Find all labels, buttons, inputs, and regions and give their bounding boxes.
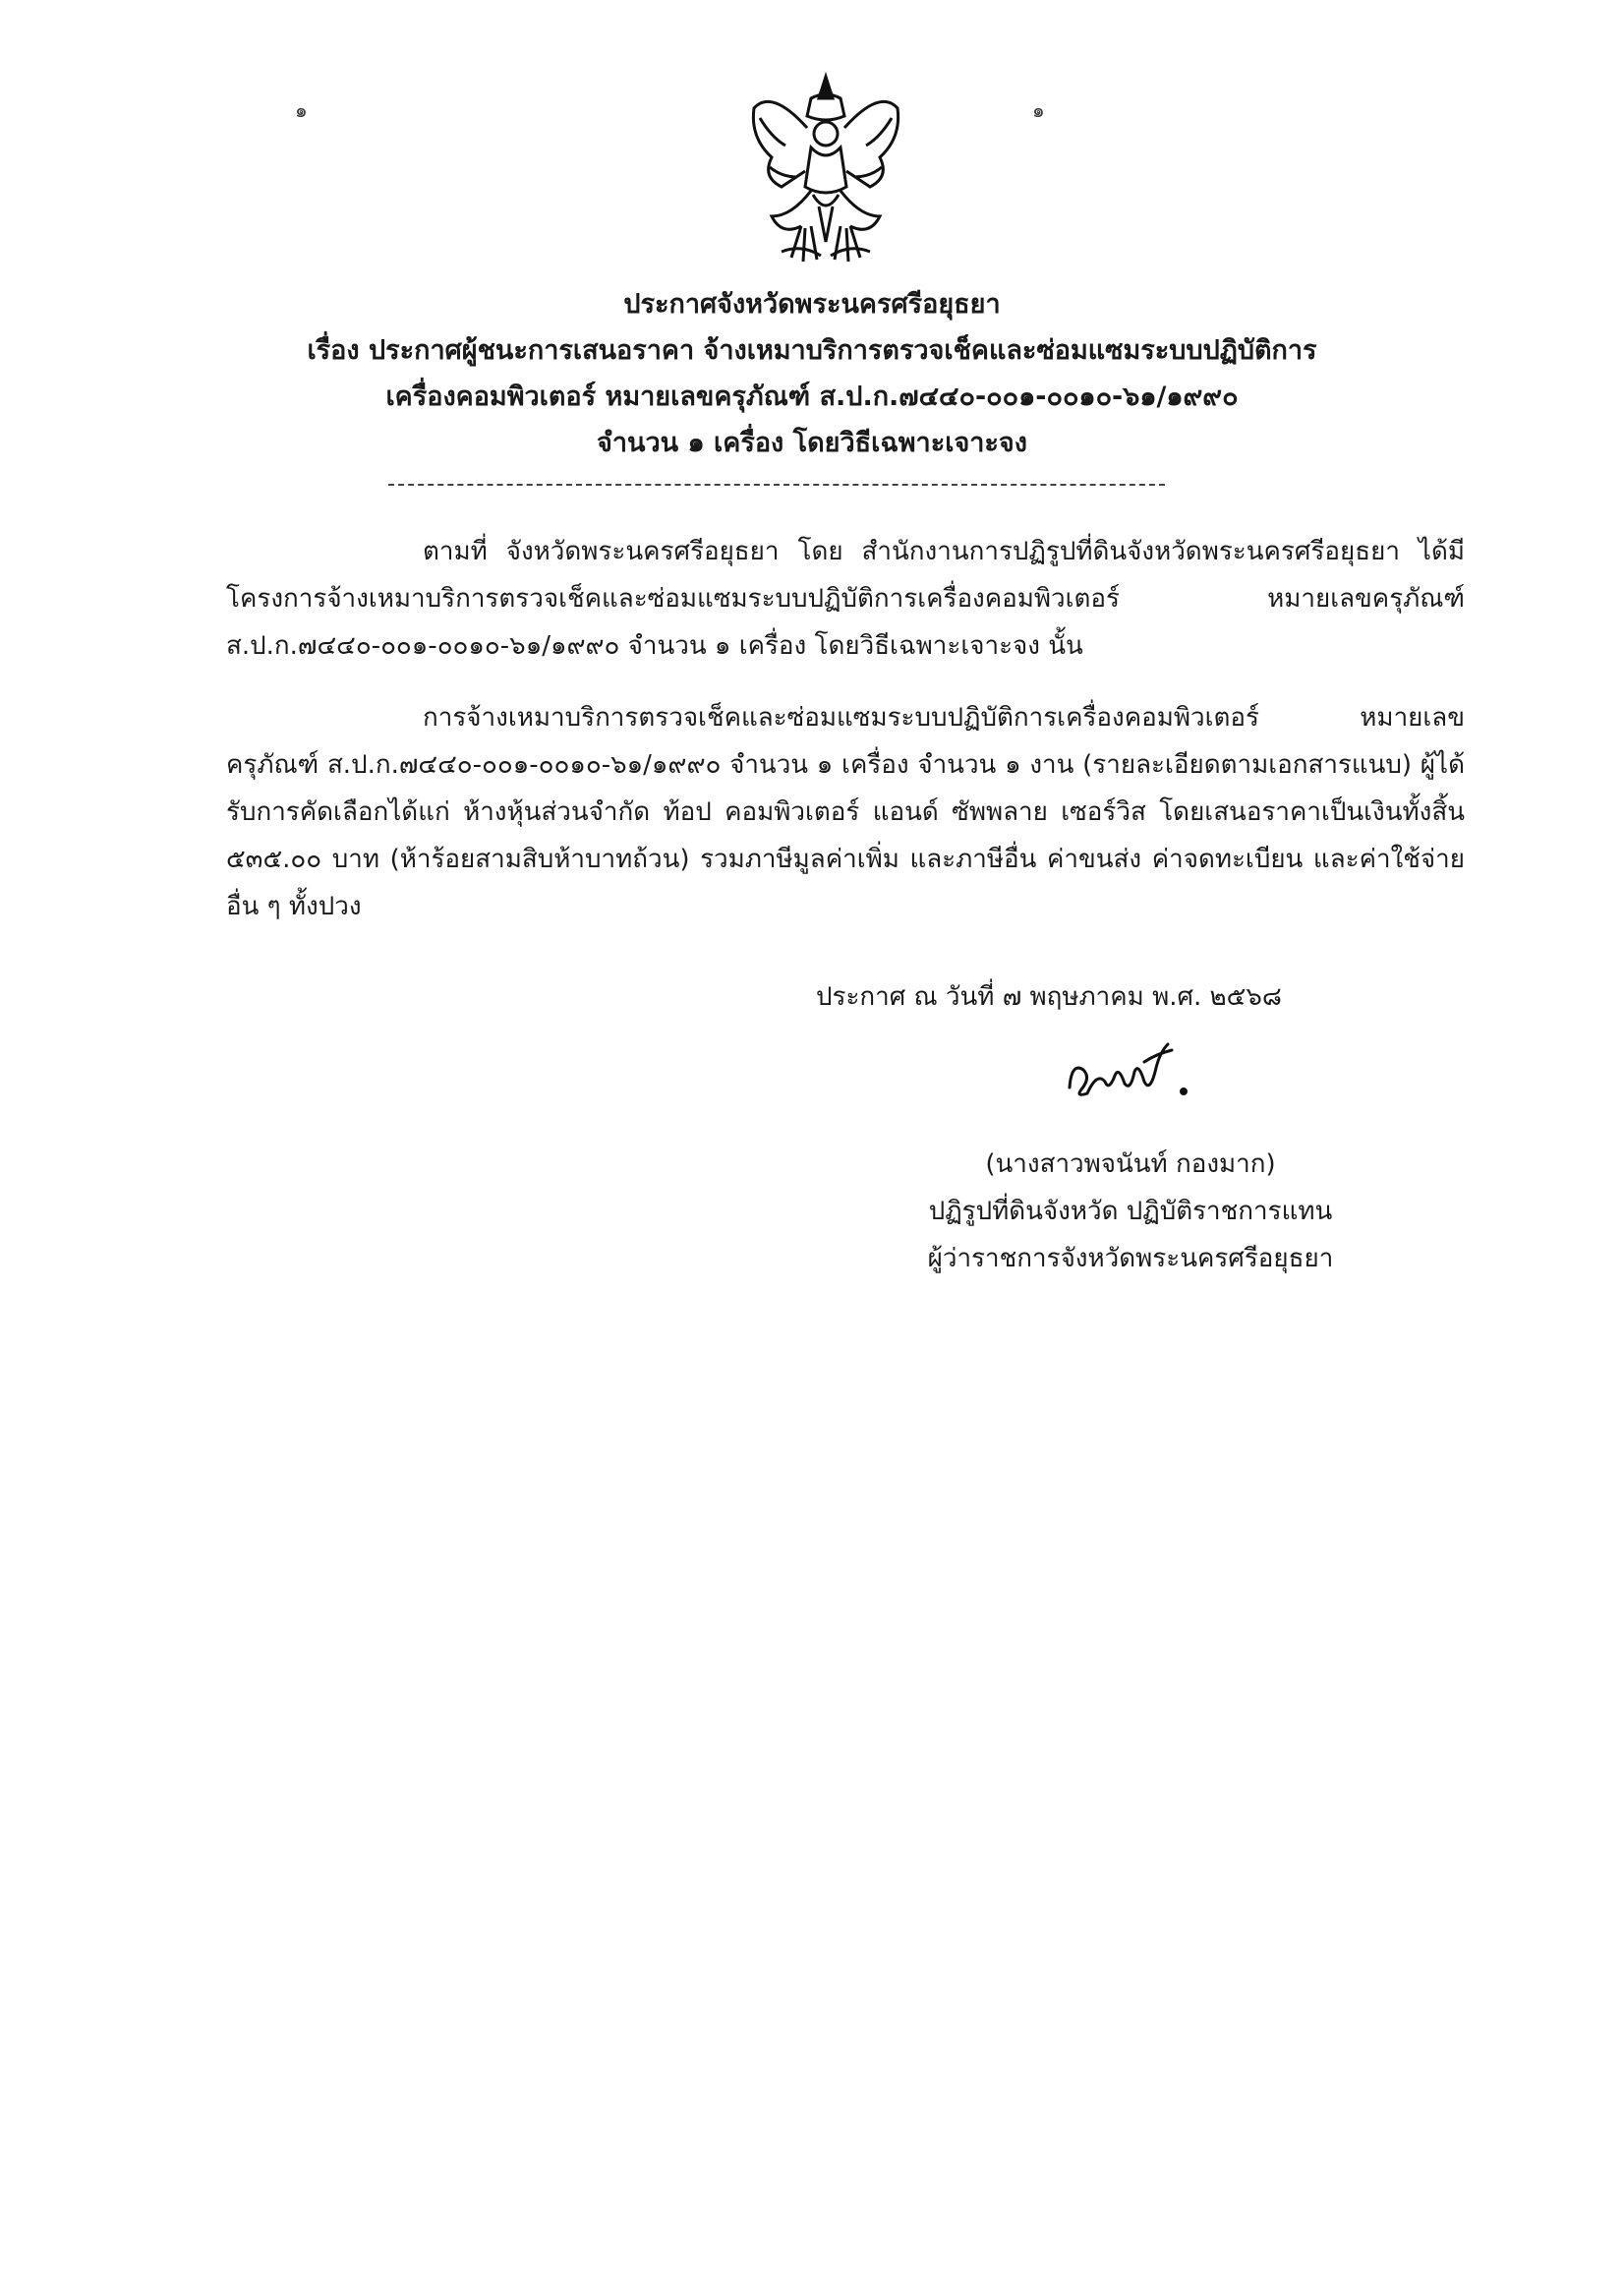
page-mark-right: ๑ bbox=[1032, 98, 1045, 122]
announcement-heading bbox=[197, 281, 1427, 466]
page-mark-left: ๑ bbox=[295, 98, 308, 122]
body-paragraph-2 bbox=[226, 694, 1465, 930]
handwritten-signature bbox=[1062, 1032, 1209, 1111]
signer-block bbox=[845, 1141, 1416, 1282]
signer-name: (นางสาวพจนันท์ กองมาก) bbox=[985, 1149, 1276, 1179]
paragraph-2-text: การจ้างเหมาบริการตรวจเช็คและซ่อมแซมระบบปฏิบัติการเครื่องคอมพิวเตอร์ หมายเลขครุภัณฑ์ ส.ป.ก.๗๔๔๐-๐๐๑-๐๐๑๐-๖๑/๑๙๙๐ จำนวน ๑ เครื่อง จำนวน ๑ งาน (รายละเอียดตามเอกสารแนบ) ผู้ได้รับการคัดเลือกได้แก่ ห้างหุ้นส่วนจำกัด ท้อป คอมพิวเตอร์ แอนด์ ซัพพลาย เซอร์วิส โดยเสนอราคาเป็นเงินทั้งสิ้น ๕๓๕.๐๐ บาท (ห้าร้อยสามสิบห้าบาทถ้วน) รวมภาษีมูลค่าเพิ่ม และภาษีอื่น ค่าขนส่ง ค่าจดทะเบียน และค่าใช้จ่ายอื่น ๆ ทั้งปวง bbox=[226, 703, 1466, 921]
subject-line-1: เรื่อง ประกาศผู้ชนะการเสนอราคา จ้างเหมาบริการตรวจเช็คและซ่อมแซมระบบปฏิบัติการ bbox=[307, 335, 1317, 366]
dashed-separator bbox=[388, 484, 1165, 486]
body-paragraph-1 bbox=[226, 528, 1465, 670]
subject-line-3: จำนวน ๑ เครื่อง โดยวิธีเฉพาะเจาะจง bbox=[597, 428, 1027, 458]
announcement-date: ประกาศ ณ วันที่ ๗ พฤษภาคม พ.ศ. ๒๕๖๘ bbox=[816, 982, 1282, 1012]
signer-position-1: ปฏิรูปที่ดินจังหวัด ปฏิบัติราชการแทน bbox=[928, 1197, 1333, 1226]
garuda-emblem-icon bbox=[742, 69, 909, 275]
announcement-title: ประกาศจังหวัดพระนครศรีอยุธยา bbox=[623, 289, 1001, 320]
paragraph-1-text: ตามที่ จังหวัดพระนครศรีอยุธยา โดย สำนักงานการปฏิรูปที่ดินจังหวัดพระนครศรีอยุธยา ได้มีโครงการจ้างเหมาบริการตรวจเช็คและซ่อมแซมระบบปฏิบัติการเครื่องคอมพิวเตอร์ หมายเลขครุภัณฑ์ ส.ป.ก.๗๔๔๐-๐๐๑-๐๐๑๐-๖๑/๑๙๙๐ จำนวน ๑ เครื่อง โดยวิธีเฉพาะเจาะจง นั้น bbox=[226, 537, 1465, 661]
subject-line-2: เครื่องคอมพิวเตอร์ หมายเลขครุภัณฑ์ ส.ป.ก.๗๔๔๐-๐๐๑-๐๐๑๐-๖๑/๑๙๙๐ bbox=[385, 382, 1239, 412]
signer-position-2: ผู้ว่าราชการจังหวัดพระนครศรีอยุธยา bbox=[927, 1244, 1334, 1273]
